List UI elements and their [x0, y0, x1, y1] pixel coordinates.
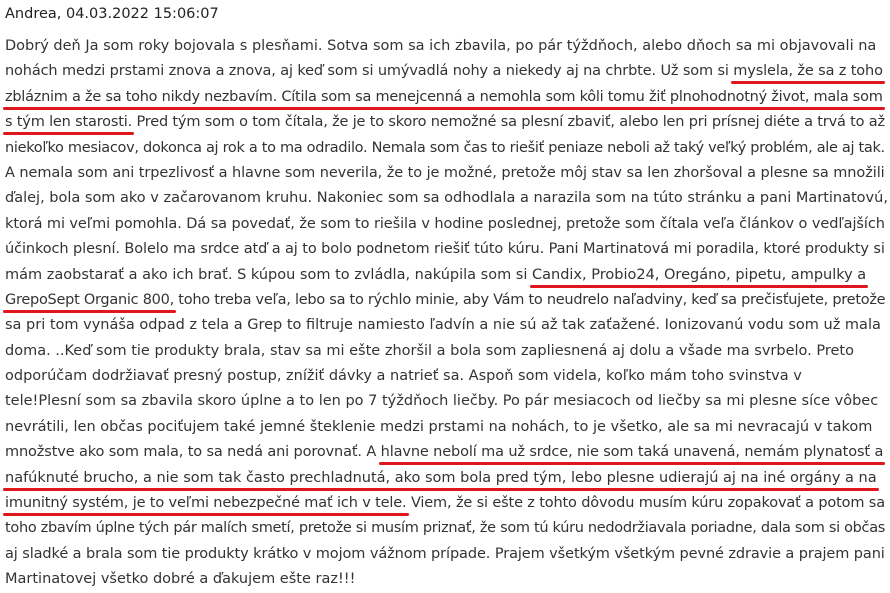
text-line: [5, 34, 883, 59]
highlighted-phrase: zbláznim a že sa toho nikdy nezbavím. Cítila som sa menejcenná a nemohla som kôli tomu žiť plnohodnotný život, mala som: [5, 88, 883, 105]
text-segment: nohách medzi prstami znova a znova, aj keď som si umývadlá nohy a niekedy aj na chrbte. Už som si: [5, 63, 734, 80]
text-line: [5, 415, 883, 440]
text-line: [5, 237, 883, 262]
text-line: [5, 339, 883, 364]
text-segment: Martinatovej všetko dobré a ďakujem ešte raz!!!: [5, 571, 356, 588]
text-line: [5, 491, 883, 516]
text-segment: ďalej, bola som ako v začarovanom kruhu. Nakoniec som sa odhodlala a narazila som na túto stránku a pani Martinatovú,: [5, 190, 888, 207]
highlighted-phrase: hlavne nebolí ma už srdce, nie som taká unavená, nemám plynatosť a: [380, 444, 884, 461]
text-segment: niekoľko mesiacov, dokonca aj rok a to ma odradilo. Nemala som čas to riešiť peniaze neboli až taký veľký problém, ale aj tak.: [5, 139, 885, 156]
text-segment: toho zbavím úplne tých pár malích smetí, pretože si musím priznať, že som tú kúru nedodržiavala poriadne, dala som si občas: [5, 520, 886, 537]
text-line: [5, 567, 883, 592]
text-segment: aj sladké a brala som tie produkty krátko v mojom vážnom prípade. Prajem všetkým všetkým pevné zdravie a prajem pani: [5, 545, 885, 562]
text-line: [5, 440, 883, 465]
text-line: [5, 288, 886, 313]
text-segment: doma. ..Keď som tie produkty brala, stav sa mi ešte zhoršil a bola som zapliesnená aj dolu a všade ma svrbelo. Preto: [5, 342, 854, 359]
text-line: [5, 161, 883, 186]
text-segment: mám zaobstarať a ako ich brať. S kúpou som to zvládla, nakúpila som si: [5, 266, 532, 283]
text-segment: Viem, že si ešte z tohto dôvodu musím kúru zopakovať a potom sa: [406, 495, 885, 512]
text-line: [5, 85, 883, 110]
text-segment: Pred tým som o tom čítala, že je to skoro nemožné sa plesní zbaviť, alebo len pri prísnej diéte a trvá to až: [132, 114, 885, 131]
text-line: [5, 364, 883, 389]
text-segment: A nemala som ani trpezlivosť a hlavne som neverila, že to je možné, pretože môj stav sa len zhoršoval a plesne sa množili: [5, 164, 885, 181]
text-segment: Dobrý deň Ja som roky bojovala s plesňami. Sotva som sa ich zbavila, po pár týždňoch, alebo dňoch sa mi objavovali na: [5, 38, 877, 54]
highlighted-phrase: GrepoSept Organic 800,: [5, 291, 174, 308]
text-line: [5, 389, 883, 414]
comment-body: [5, 34, 888, 593]
text-segment: tele!Plesní som sa zbavila skoro úplne a to len po 7 týždňoch liečby. Po pár mesiacoch od liečby sa mi plesne síce vôbec: [5, 393, 879, 410]
text-segment: ktorá mi veľmi pomohla. Dá sa povedať, že som to riešila v hodine poslednej, pretože som čítala veľa článkov o vedľajších: [5, 215, 885, 232]
text-line: [5, 212, 883, 237]
comment-author-date: Andrea, 04.03.2022 15:06:07: [5, 6, 219, 22]
text-segment: nevrátili, len občas pociťujem také jemné šteklenie medzi prstami na nohách, to je všetko, ale sa mi nevracajú v takom: [5, 418, 873, 435]
text-line: [5, 313, 883, 338]
text-segment: sa pri tom vynáša odpad z tela a Grep to filtruje namiesto ľadvín a nie sú až tak zaťažené. Ionizovanú vodu som už mala: [5, 317, 881, 334]
text-line: [5, 516, 886, 541]
text-line: [5, 59, 883, 84]
text-line: [5, 263, 883, 288]
text-segment: toho treba veľa, lebo sa to rýchlo minie, aby Vám to neudrelo naľadviny, keď sa prečisťujete, pretože: [173, 291, 886, 308]
text-line: [5, 136, 883, 161]
highlighted-phrase: Candix, Probio24, Oregáno, pipetu, ampulky a: [532, 266, 867, 283]
text-line: [5, 466, 883, 491]
text-line: [5, 110, 883, 135]
text-line: [5, 542, 883, 567]
text-line: [5, 186, 888, 211]
text-segment: množstve ako som mala, to sa nedá ani porovnať. A: [5, 444, 381, 461]
highlighted-phrase: nafúknuté brucho, a nie som tak často prechladnutá, ako som bola pred tým, lebo plesne udierajú aj na iné orgány a na: [5, 469, 877, 486]
text-segment: odporúčam dodržiavať presný postup, znížiť dávky a natrieť sa. Aspoň som videla, koľko mám toho svinstva v: [5, 368, 802, 385]
highlighted-phrase: imunitný systém, je to veľmi nebezpečné mať ich v tele.: [5, 495, 407, 512]
text-segment: účinkoch plesní. Bolelo ma srdce atď a aj to bolo podnetom riešiť túto kúru. Pani Martinatová mi poradila, ktoré produkty si: [5, 241, 885, 258]
highlighted-phrase: s tým len starosti.: [5, 114, 133, 131]
highlighted-phrase: myslela, že sa z toho: [733, 63, 883, 80]
